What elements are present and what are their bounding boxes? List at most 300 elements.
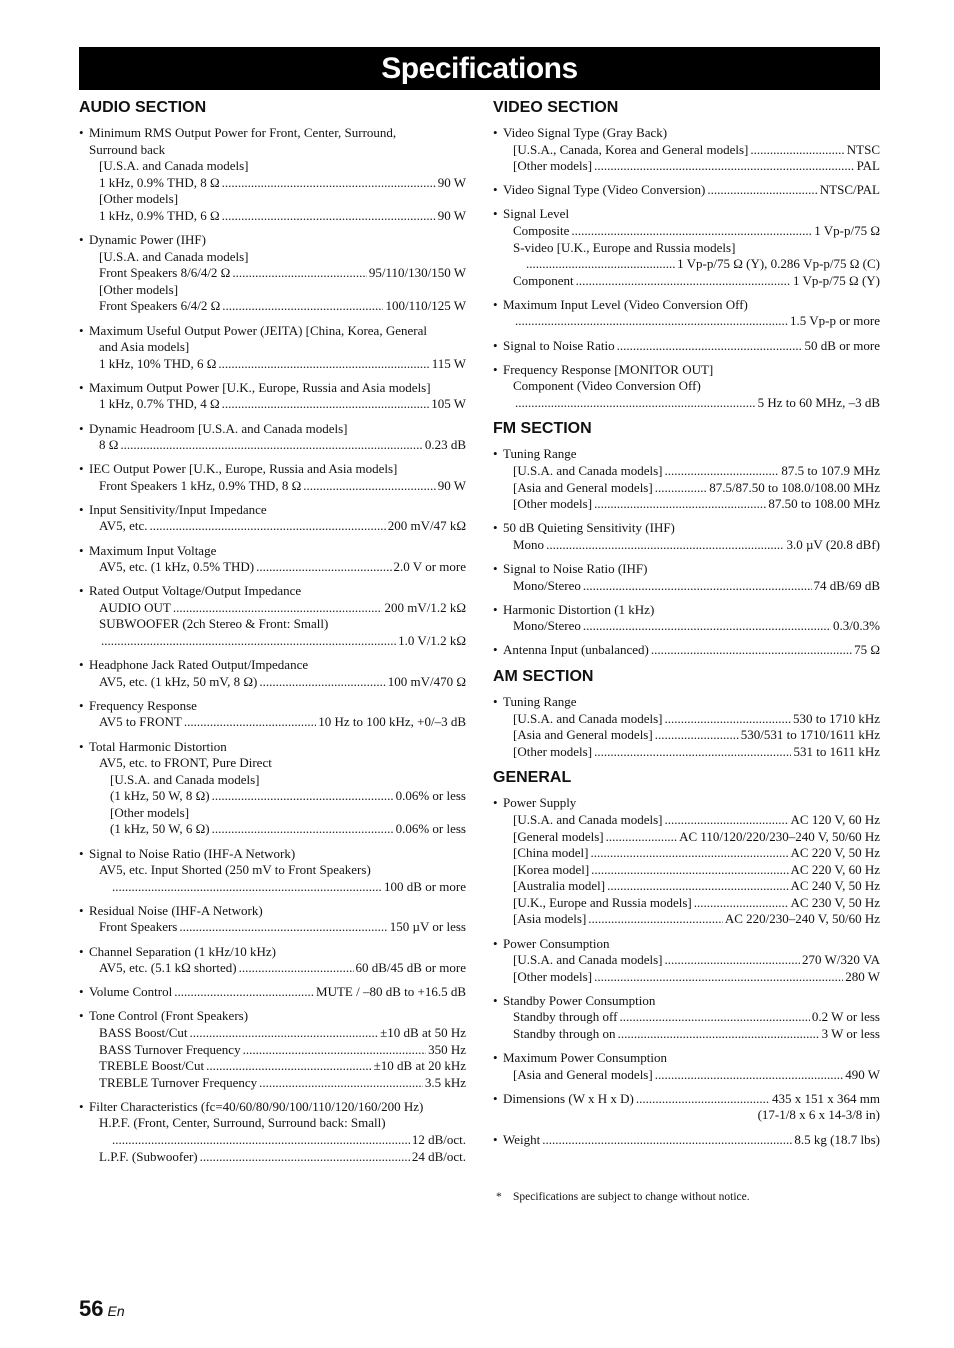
spec-label: AUDIO OUT (99, 599, 171, 615)
bullet-icon: • (493, 520, 498, 536)
spec-label: AV5, etc. (1 kHz, 0.5% THD) (99, 559, 255, 575)
spec-value: 87.50 to 108.00 MHz (768, 496, 880, 512)
spec-line (89, 879, 466, 896)
spec-value: 50 dB or more (804, 337, 880, 353)
spec-label: [Other models] (513, 496, 593, 512)
dot-leader (594, 496, 766, 513)
spec-line (503, 537, 880, 554)
dot-leader (588, 911, 723, 928)
dot-leader (150, 518, 386, 535)
section-heading: AM SECTION (493, 667, 594, 685)
spec-value: 115 W (431, 355, 466, 371)
spec-label: (1 kHz, 50 W, 6 Ω) (110, 821, 210, 837)
dot-leader (112, 879, 382, 896)
dot-leader (212, 821, 394, 838)
dot-leader (542, 1132, 792, 1149)
dot-leader (218, 356, 429, 373)
spec-line: S-video [U.K., Europe and Russia models] (513, 239, 736, 255)
spec-value: AC 220 V, 50 Hz (790, 845, 880, 861)
spec-item (493, 642, 880, 659)
spec-line: Signal to Noise Ratio (IHF) (503, 560, 648, 576)
bullet-icon: • (493, 642, 498, 658)
spec-line (89, 821, 466, 838)
bullet-icon: • (79, 232, 84, 248)
spec-value: ±10 dB at 50 Hz (380, 1024, 466, 1040)
dot-leader (222, 298, 383, 315)
spec-value: 24 dB/oct. (411, 1148, 466, 1164)
spec-label: BASS Boost/Cut (99, 1024, 188, 1040)
bullet-icon: • (493, 361, 498, 377)
spec-line: [Other models] (110, 804, 190, 820)
bullet-icon: • (493, 446, 498, 462)
spec-item (79, 125, 466, 225)
spec-value: NTSC (846, 141, 880, 157)
spec-value: 270 W/320 VA (801, 952, 880, 968)
bullet-icon: • (493, 560, 498, 576)
spec-line (89, 1025, 466, 1042)
bullet-icon: • (79, 657, 84, 673)
spec-label: AV5, etc. (1 kHz, 50 mV, 8 Ω) (99, 673, 258, 689)
dot-leader (190, 1025, 379, 1042)
dot-leader (101, 633, 396, 650)
spec-item (493, 1132, 880, 1149)
bullet-icon: • (79, 461, 84, 477)
spec-value: 105 W (431, 396, 466, 412)
spec-value: 95/110/130/150 W (368, 265, 466, 281)
page-title: Specifications (79, 47, 880, 90)
spec-label: Weight (503, 1131, 541, 1147)
spec-label: [Asia and General models] (513, 479, 653, 495)
spec-line (89, 396, 466, 413)
dot-leader (655, 1067, 844, 1084)
spec-item (493, 993, 880, 1043)
spec-line (503, 618, 880, 635)
spec-line (89, 1075, 466, 1092)
spec-value: 0.23 dB (424, 437, 466, 453)
spec-value: AC 220/230–240 V, 50/60 Hz (724, 911, 880, 927)
spec-value: 5 Hz to 60 MHz, –3 dB (757, 394, 880, 410)
footnote-mark: * (496, 1191, 502, 1203)
dot-leader (243, 1042, 427, 1059)
spec-line (89, 714, 466, 731)
spec-item (493, 338, 880, 355)
spec-line: SUBWOOFER (2ch Stereo & Front: Small) (99, 616, 329, 632)
spec-line: Maximum Input Voltage (89, 542, 217, 558)
dot-leader (590, 845, 788, 862)
spec-label: Dimensions (W x H x D) (503, 1090, 634, 1106)
bullet-icon: • (493, 1131, 498, 1147)
spec-value: 1.0 V/1.2 kΩ (398, 633, 466, 649)
spec-item (79, 583, 466, 649)
spec-item (79, 543, 466, 576)
spec-line: Component (Video Conversion Off) (513, 378, 701, 394)
dot-leader (112, 1132, 410, 1149)
spec-line (503, 862, 880, 879)
spec-value: 530 to 1710 kHz (792, 710, 880, 726)
dot-leader (200, 1149, 410, 1166)
bullet-icon: • (79, 738, 84, 754)
spec-line (503, 969, 880, 986)
dot-leader (515, 395, 756, 412)
spec-line: Power Consumption (503, 935, 610, 951)
spec-value: 100 dB or more (384, 878, 466, 894)
dot-leader (618, 1026, 820, 1043)
spec-value: 1.5 Vp-p or more (789, 313, 880, 329)
spec-line: Tone Control (Front Speakers) (89, 1008, 249, 1024)
spec-line (89, 356, 466, 373)
spec-label: TREBLE Boost/Cut (99, 1058, 205, 1074)
spec-line (89, 265, 466, 282)
spec-item (79, 502, 466, 535)
spec-line: Dynamic Headroom [U.S.A. and Canada models] (89, 420, 348, 436)
spec-line (503, 878, 880, 895)
spec-label: L.P.F. (Subwoofer) (99, 1148, 198, 1164)
spec-item (493, 694, 880, 760)
spec-label: Front Speakers 6/4/2 Ω (99, 298, 221, 314)
bullet-icon: • (79, 420, 84, 436)
dot-leader (707, 182, 817, 199)
spec-label: Front Speakers 1 kHz, 0.9% THD, 8 Ω (99, 477, 302, 493)
spec-line (503, 142, 880, 159)
spec-item (79, 657, 466, 690)
spec-line (503, 829, 880, 846)
spec-line: Channel Separation (1 kHz/10 kHz) (89, 943, 277, 959)
dot-leader (664, 711, 791, 728)
spec-line: Maximum Output Power [U.K., Europe, Russia and Asia models] (89, 379, 431, 395)
spec-line (89, 1058, 466, 1075)
spec-line: Rated Output Voltage/Output Impedance (89, 583, 302, 599)
spec-label: [U.S.A., Canada, Korea and General models] (513, 141, 749, 157)
spec-line (89, 600, 466, 617)
dot-leader (619, 1009, 809, 1026)
spec-item (79, 1099, 466, 1165)
spec-line (503, 480, 880, 497)
spec-line (503, 642, 880, 659)
spec-value: 12 dB/oct. (411, 1131, 466, 1147)
spec-line (89, 1149, 466, 1166)
spec-value: 150 µV or less (389, 919, 466, 935)
footnote (496, 1191, 750, 1203)
spec-line (503, 1091, 880, 1108)
spec-line: [U.S.A. and Canada models] (99, 158, 249, 174)
spec-label: TREBLE Turnover Frequency (99, 1074, 258, 1090)
spec-label: [China model] (513, 845, 589, 861)
spec-line (89, 674, 466, 691)
spec-label: (1 kHz, 50 W, 8 Ω) (110, 788, 210, 804)
spec-value: 1 Vp-p/75 Ω (Y), 0.286 Vp-p/75 Ω (C) (677, 256, 880, 272)
spec-label: Component (513, 272, 574, 288)
right-column (493, 98, 880, 1156)
spec-label: AV5, etc. (99, 518, 148, 534)
spec-item (493, 520, 880, 553)
dot-leader (184, 714, 316, 731)
dot-leader (583, 618, 831, 635)
spec-line (503, 845, 880, 862)
dot-leader (173, 600, 383, 617)
spec-item (493, 206, 880, 289)
spec-item (79, 1008, 466, 1091)
spec-label: Video Signal Type (Video Conversion) (503, 182, 706, 198)
spec-line: Surround back (89, 141, 166, 157)
spec-item (493, 795, 880, 928)
spec-label: [Other models] (513, 968, 593, 984)
spec-item (79, 944, 466, 977)
spec-item (79, 739, 466, 839)
spec-item (79, 984, 466, 1001)
dot-leader (694, 895, 789, 912)
spec-line: Residual Noise (IHF-A Network) (89, 902, 263, 918)
dot-leader (583, 578, 812, 595)
bullet-icon: • (79, 697, 84, 713)
spec-line: Power Supply (503, 795, 577, 811)
spec-line (89, 175, 466, 192)
spec-value: AC 230 V, 50 Hz (790, 894, 880, 910)
spec-line (89, 960, 466, 977)
spec-item (79, 380, 466, 413)
spec-value: AC 120 V, 60 Hz (790, 811, 880, 827)
spec-line (89, 208, 466, 225)
spec-label: Volume Control (89, 984, 173, 1000)
spec-line (89, 478, 466, 495)
spec-item (79, 421, 466, 454)
spec-line: Harmonic Distortion (1 kHz) (503, 601, 655, 617)
spec-line: Maximum Input Level (Video Conversion Off) (503, 296, 748, 312)
spec-value: 0.3/0.3% (833, 618, 880, 634)
spec-line (89, 984, 466, 1001)
spec-line: Frequency Response [MONITOR OUT] (503, 361, 714, 377)
section-heading: VIDEO SECTION (493, 99, 619, 116)
spec-label: [U.S.A. and Canada models] (513, 710, 663, 726)
spec-item (493, 602, 880, 635)
spec-label: 1 kHz, 10% THD, 6 Ω (99, 355, 217, 371)
spec-value: 280 W (845, 968, 880, 984)
spec-label: Mono (513, 536, 545, 552)
spec-line: AV5, etc. to FRONT, Pure Direct (99, 755, 272, 771)
spec-item (79, 846, 466, 896)
spec-line: Input Sensitivity/Input Impedance (89, 501, 267, 517)
bullet-icon: • (493, 935, 498, 951)
spec-label: 1 kHz, 0.9% THD, 8 Ω (99, 174, 220, 190)
spec-label: Mono/Stereo (513, 618, 581, 634)
spec-label: Antenna Input (unbalanced) (503, 642, 649, 658)
spec-value: 490 W (845, 1066, 880, 1082)
spec-label: [Asia models] (513, 911, 587, 927)
spec-label: [Other models] (513, 158, 593, 174)
spec-line: Tuning Range (503, 693, 577, 709)
bullet-icon: • (493, 693, 498, 709)
spec-value: 2.0 V or more (393, 559, 466, 575)
spec-line (503, 578, 880, 595)
spec-label: [Korea model] (513, 861, 590, 877)
spec-line: Maximum Useful Output Power (JEITA) [China, Korea, General (89, 322, 427, 338)
spec-value: 200 mV/47 kΩ (387, 518, 466, 534)
dot-leader (222, 396, 430, 413)
bullet-icon: • (79, 322, 84, 338)
spec-item (79, 232, 466, 315)
bullet-icon: • (79, 1098, 84, 1114)
spec-line (503, 496, 880, 513)
spec-value: 3 W or less (821, 1026, 880, 1042)
bullet-icon: • (79, 845, 84, 861)
spec-item (79, 698, 466, 731)
spec-value: 530/531 to 1710/1611 kHz (740, 727, 880, 743)
spec-label: [Asia and General models] (513, 1066, 653, 1082)
spec-line (503, 256, 880, 273)
bullet-icon: • (493, 182, 498, 198)
dot-leader (636, 1091, 770, 1108)
dot-leader (222, 175, 436, 192)
bullet-icon: • (79, 542, 84, 558)
spec-item (493, 1050, 880, 1083)
spec-line (503, 313, 880, 330)
dot-leader (212, 788, 394, 805)
spec-line (503, 182, 880, 199)
page-number (79, 1296, 125, 1322)
dot-leader (594, 969, 843, 986)
spec-line (89, 437, 466, 454)
spec-line: [Other models] (99, 191, 179, 207)
bullet-icon: • (79, 902, 84, 918)
spec-line (503, 744, 880, 761)
dot-leader (750, 142, 844, 159)
spec-item (493, 936, 880, 986)
bullet-icon: • (493, 206, 498, 222)
dot-leader (594, 158, 855, 175)
spec-line (503, 395, 880, 412)
spec-label: Mono/Stereo (513, 577, 581, 593)
spec-value: 90 W (437, 174, 466, 190)
spec-item (493, 182, 880, 199)
spec-line: Minimum RMS Output Power for Front, Center, Surround, (89, 125, 397, 140)
spec-item (493, 125, 880, 175)
dot-leader (546, 537, 784, 554)
spec-value: 350 Hz (428, 1041, 466, 1057)
spec-label: [U.K., Europe and Russia models] (513, 894, 692, 910)
bullet-icon: • (493, 125, 498, 140)
bullet-icon: • (79, 1008, 84, 1024)
spec-line: [U.S.A. and Canada models] (99, 248, 249, 264)
dot-leader (232, 265, 367, 282)
spec-line: Standby Power Consumption (503, 992, 656, 1008)
spec-line: Maximum Power Consumption (503, 1050, 667, 1066)
spec-line (89, 919, 466, 936)
spec-value: PAL (856, 158, 880, 174)
dot-leader (206, 1058, 372, 1075)
bullet-icon: • (493, 601, 498, 617)
dot-leader (664, 952, 800, 969)
bullet-icon: • (79, 583, 84, 599)
spec-line: Video Signal Type (Gray Back) (503, 125, 668, 140)
spec-line (503, 273, 880, 290)
spec-label: [U.S.A. and Canada models] (513, 463, 663, 478)
dot-leader (222, 208, 436, 225)
spec-line (503, 158, 880, 175)
dot-leader (120, 437, 422, 454)
spec-line (89, 1132, 466, 1149)
spec-label: [Other models] (513, 743, 593, 759)
spec-item (493, 446, 880, 512)
page-number-value: 56 (79, 1296, 104, 1321)
spec-label: [General models] (513, 828, 604, 844)
spec-value: 1 Vp-p/75 Ω (Y) (792, 272, 880, 288)
dot-leader (259, 674, 385, 691)
bullet-icon: • (493, 1090, 498, 1106)
spec-line (503, 1009, 880, 1026)
dot-leader (571, 223, 812, 240)
spec-line: [U.S.A. and Canada models] (110, 771, 260, 787)
spec-line (503, 727, 880, 744)
spec-line: IEC Output Power [U.K., Europe, Russia and Asia models] (89, 461, 398, 477)
spec-line (503, 223, 880, 240)
spec-label: 8 Ω (99, 437, 119, 453)
spec-label: 1 kHz, 0.7% THD, 4 Ω (99, 396, 220, 412)
spec-item (493, 297, 880, 330)
spec-label: BASS Turnover Frequency (99, 1041, 241, 1057)
spec-item (79, 323, 466, 373)
spec-value: MUTE / –80 dB to +16.5 dB (316, 984, 466, 1000)
dot-leader (576, 273, 791, 290)
spec-line: [Other models] (99, 281, 179, 297)
spec-value: AC 240 V, 50 Hz (790, 878, 880, 894)
spec-line: Filter Characteristics (fc=40/60/80/90/100/110/120/160/200 Hz) (89, 1098, 424, 1114)
spec-value: 90 W (437, 477, 466, 493)
spec-label: [Australia model] (513, 878, 606, 894)
spec-line (89, 1042, 466, 1059)
dot-leader (664, 463, 779, 480)
spec-label: [Asia and General models] (513, 727, 653, 743)
spec-value: AC 110/120/220/230–240 V, 50/60 Hz (679, 828, 880, 844)
dot-leader (594, 744, 791, 761)
bullet-icon: • (493, 296, 498, 312)
spec-line (503, 952, 880, 969)
spec-value: 200 mV/1.2 kΩ (384, 599, 466, 615)
spec-line (503, 1067, 880, 1084)
dot-leader (651, 642, 852, 659)
spec-line (503, 895, 880, 912)
bullet-icon: • (493, 1050, 498, 1066)
spec-line (89, 298, 466, 315)
spec-value: 100 mV/470 Ω (387, 673, 466, 689)
spec-label: Standby through on (513, 1026, 616, 1042)
spec-line (503, 812, 880, 829)
spec-item (493, 1091, 880, 1124)
page-language: En (107, 1303, 125, 1319)
dot-leader (239, 960, 354, 977)
section-heading: AUDIO SECTION (79, 99, 207, 116)
spec-line (89, 633, 466, 650)
spec-label: Composite (513, 222, 570, 238)
dot-leader (526, 256, 675, 273)
section-heading: GENERAL (493, 769, 572, 787)
spec-value: 0.2 W or less (811, 1009, 880, 1025)
spec-line: (17-1/8 x 6 x 14-3/8 in) (757, 1107, 880, 1123)
spec-line (89, 788, 466, 805)
spec-line: 50 dB Quieting Sensitivity (IHF) (503, 520, 675, 536)
spec-value: 87.5 to 107.9 MHz (781, 463, 880, 478)
spec-line: H.P.F. (Front, Center, Surround, Surround back: Small) (99, 1115, 386, 1131)
spec-value: NTSC/PAL (819, 182, 880, 198)
dot-leader (515, 313, 788, 330)
bullet-icon: • (493, 992, 498, 1008)
dot-leader (303, 478, 435, 495)
spec-value: 10 Hz to 100 kHz, +0/–3 dB (318, 714, 466, 730)
bullet-icon: • (79, 501, 84, 517)
bullet-icon: • (79, 379, 84, 395)
spec-line (89, 559, 466, 576)
spec-value: 1 Vp-p/75 Ω (814, 222, 880, 238)
spec-label: Standby through off (513, 1009, 618, 1025)
spec-line: Tuning Range (503, 446, 577, 462)
